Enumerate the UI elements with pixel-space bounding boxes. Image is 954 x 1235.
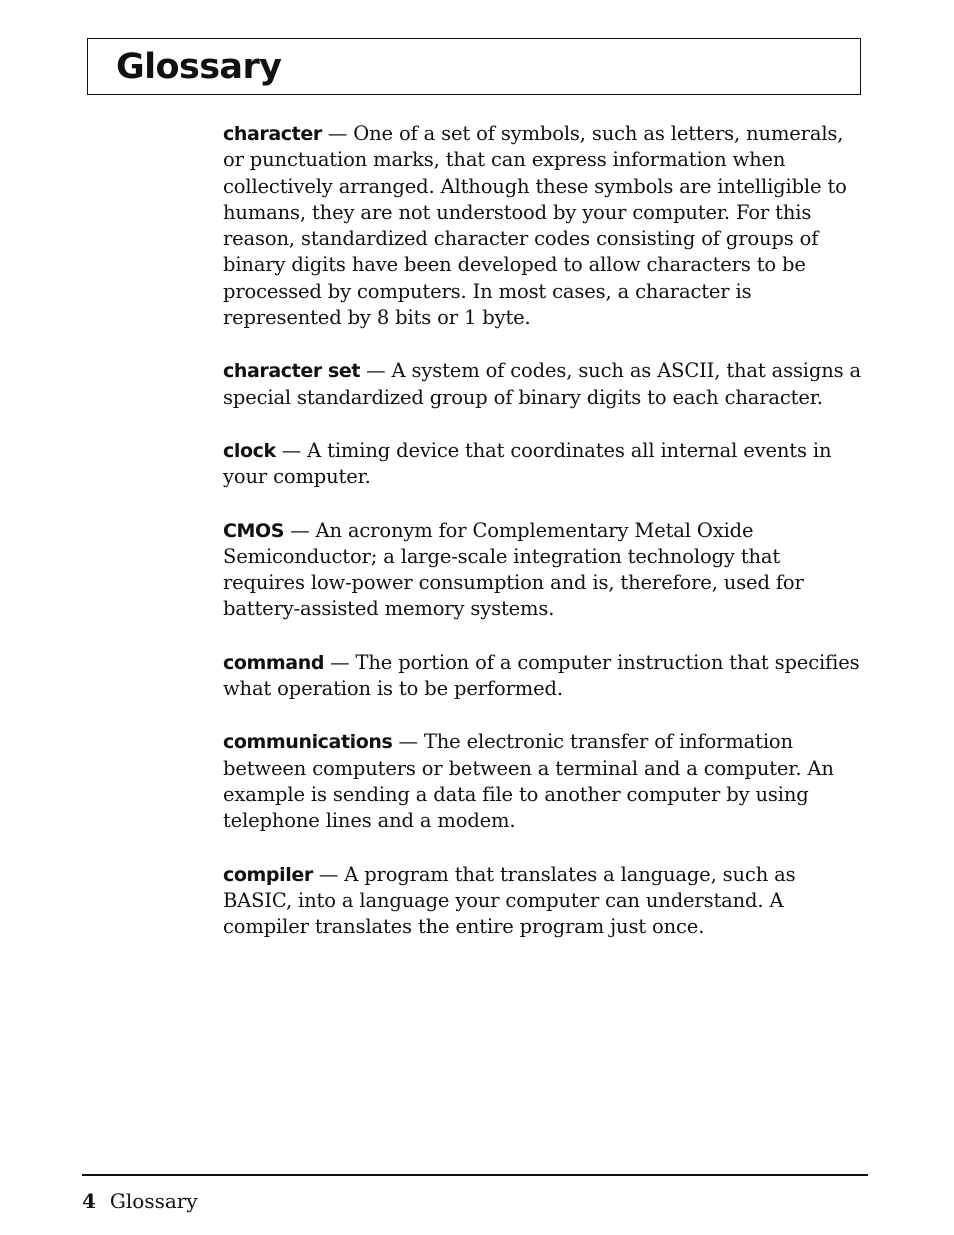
header-box: [87, 38, 861, 95]
entry-term: communications: [223, 731, 393, 754]
glossary-entry-clock: [223, 438, 865, 491]
entry-definition: — A system of codes, such as ASCII, that assigns a special standardized group of binary digits to each character.: [223, 359, 862, 409]
entry-definition: — A timing device that coordinates all internal events in your computer.: [223, 438, 832, 489]
entry-term: command: [223, 651, 325, 674]
entry-term: CMOS: [223, 519, 285, 542]
entry-definition: — An acronym for Complementary Metal Oxide Semiconductor; a large-scale integration technology that requires low-power consumption and is, therefore, used for battery-assisted memory systems.: [223, 518, 804, 621]
entry-definition: — The electronic transfer of information between computers or between a terminal and a computer. An example is sending a data file to another computer by using telephone lines and a modem.: [223, 730, 834, 833]
glossary-entry-communications: [223, 729, 865, 834]
entry-term: clock: [223, 439, 276, 462]
page-footer: [82, 1188, 198, 1214]
footer-divider: [82, 1174, 868, 1176]
entry-definition: — A program that translates a language, such as BASIC, into a language your computer can understand. A compiler translates the entire program just once.: [223, 862, 796, 939]
entry-term: character: [223, 123, 322, 145]
glossary-entry-character-set: [223, 358, 865, 411]
entry-term: compiler: [223, 863, 313, 886]
glossary-entry-command: [223, 650, 865, 703]
glossary-entry-cmos: [223, 518, 865, 623]
glossary-entry-compiler: [223, 862, 865, 941]
footer-section-title: Glossary: [109, 1189, 198, 1213]
page-title: Glossary: [116, 47, 282, 87]
entry-term: character set: [223, 360, 361, 383]
entry-definition: — One of a set of symbols, such as letters, numerals, or punctuation marks, that can express information when collectively arranged. Although these symbols are intelligible to humans, they are not understood by your computer. For this reason, standardized character codes consisting of groups of binary digits have been developed to allow characters to be processed by computers. In most cases, a character is represented by 8 bits or 1 byte.: [223, 122, 847, 330]
entry-definition: — The portion of a computer instruction that specifies what operation is to be performed.: [223, 650, 860, 701]
page-number: 4: [82, 1189, 96, 1213]
glossary-entries: [223, 121, 865, 967]
glossary-entry-character: [223, 121, 865, 331]
